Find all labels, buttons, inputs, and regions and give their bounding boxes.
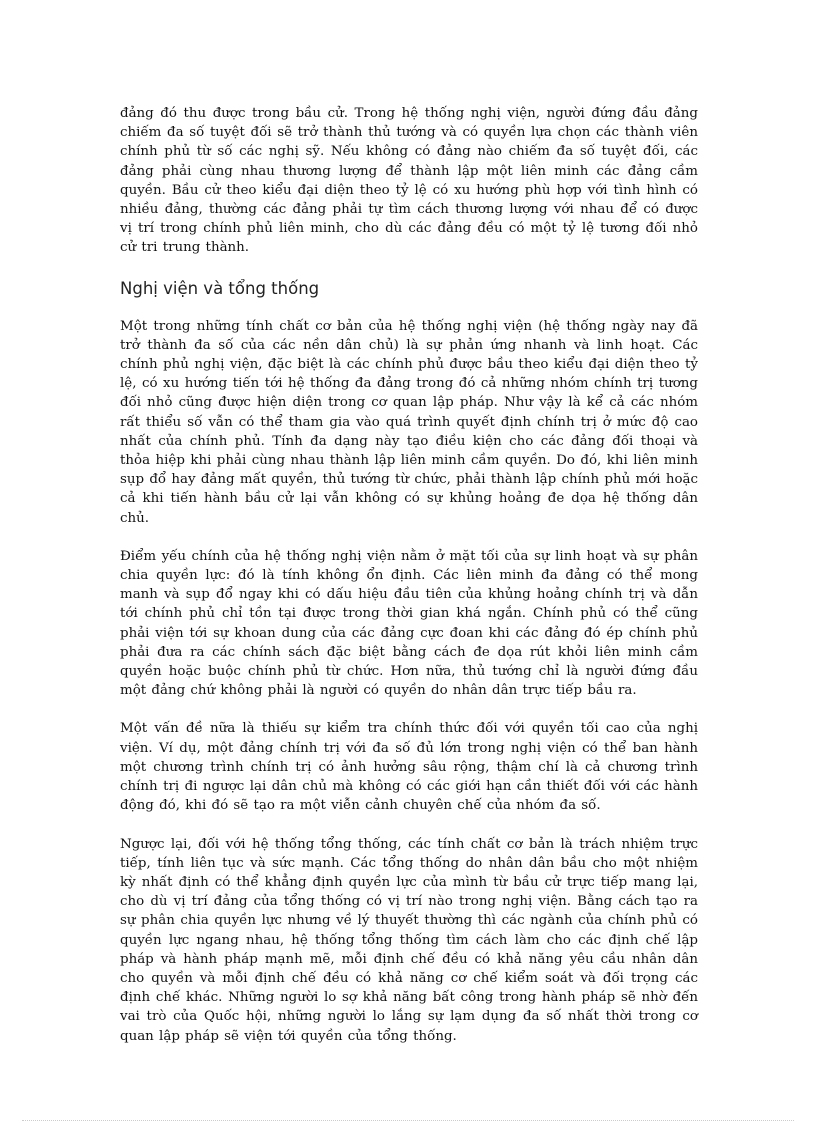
paragraph: Ngược lại, đối với hệ thống tổng thống, các tính chất cơ bản là trách nhiệm trực tiếp, tính liên tục và sức mạnh. Các tổng thống do nhân dân bầu cho một nhiệm kỳ nhất định có thể khẳng định quyền lực của mình từ bầu cử trực tiếp mang lại, cho dù vị trí đảng của tổng thống có vị trí nào trong nghị viện. Bằng cách tạo ra sự phân chia quyền lực nhưng về lý thuyết thường thì các ngành của chính phủ có quyền lực ngang nhau, hệ thống tổng thống tìm cách làm cho các định chế lập pháp và hành pháp mạnh mẽ, mỗi định chế đều có khả năng yêu cầu nhân dân cho quyền và mỗi định chế đều có khả năng cơ chế kiểm soát và đối trọng các định chế khác. Những người lo sợ khả năng bất công trong hành pháp sẽ nhờ đến vai trò của Quốc hội, những người lo lắng sự lạm dụng đa số nhất thời trong cơ quan lập pháp sẽ viện tới quyền của tổng thống. [120,836,698,1044]
paragraph: Điểm yếu chính của hệ thống nghị viện nằm ở mặt tối của sự linh hoạt và sự phân chia quyền lực: đó là tính không ổn định. Các liên minh đa đảng có thể mong manh và sụp đổ ngay khi có dấu hiệu đầu tiên của khủng hoảng chính trị và dẫn tới chính phủ chỉ tồn tại được trong thời gian khá ngắn. Chính phủ có thể cũng phải viện tới sự khoan dung của các đảng cực đoan khi các đảng đó ép chính phủ phải đưa ra các chính sách đặc biệt bằng cách đe dọa rút khỏi liên minh cầm quyền hoặc buộc chính phủ từ chức. Hơn nữa, thủ tướng chỉ là người đứng đầu một đảng chứ không phải là người có quyền do nhân dân trực tiếp bầu ra. [120,548,698,699]
paragraph-intro: đảng đó thu được trong bầu cử. Trong hệ thống nghị viện, người đứng đầu đảng chiếm đa số tuyệt đối sẽ trở thành thủ tướng và có quyền lựa chọn các thành viên chính phủ từ số các nghị sỹ. Nếu không có đảng nào chiếm đa số tuyệt đối, các đảng phải cùng nhau thương lượng để thành lập một liên minh các đảng cầm quyền. Bầu cử theo kiểu đại diện theo tỷ lệ có xu hướng phù hợp với tình hình có nhiều đảng, thường các đảng phải tự tìm cách thương lượng với nhau để có được vị trí trong chính phủ liên minh, cho dù các đảng đều có một tỷ lệ tương đối nhỏ cử tri trung thành. [120,106,698,256]
paragraph: Một trong những tính chất cơ bản của hệ thống nghị viện (hệ thống ngày nay đã trở thành đa số của các nền dân chủ) là sự phản ứng nhanh và linh hoạt. Các chính phủ nghị viện, đặc biệt là các chính phủ được bầu theo kiểu đại diện theo tỷ lệ, có xu hướng tiến tới hệ thống đa đảng trong đó cả những nhóm chính trị tương đối nhỏ cũng được hiện diện trong cơ quan lập pháp. Như vậy là kể cả các nhóm rất thiểu số vẫn có thể tham gia vào quá trình quyết định chính trị ở mức độ cao nhất của chính phủ. Tính đa dạng này tạo điều kiện cho các đảng đối thoại và thỏa hiệp khi phải cùng nhau thành lập liên minh cầm quyền. Do đó, khi liên minh sụp đổ hay đảng mất quyền, thủ tướng từ chức, phải thành lập chính phủ mới hoặc cả khi tiến hành bầu cử lại vẫn không có sự khủng hoảng đe dọa hệ thống dân chủ. [120,318,698,526]
paragraph: Một vấn đề nữa là thiếu sự kiểm tra chính thức đối với quyền tối cao của nghị viện. Ví dụ, một đảng chính trị với đa số đủ lớn trong nghị viện có thể ban hành một chương trình chính trị có ảnh hưởng sâu rộng, thậm chí là cả chương trình chính trị đi ngược lại dân chủ mà không có các giới hạn cần thiết đối với các hành động đó, khi đó sẽ tạo ra một viễn cảnh chuyên chế của nhóm đa số. [120,721,698,814]
page-bottom-divider [22,1120,794,1121]
document-body [120,104,698,1065]
section-heading: Nghị viện và tổng thống [120,278,320,298]
